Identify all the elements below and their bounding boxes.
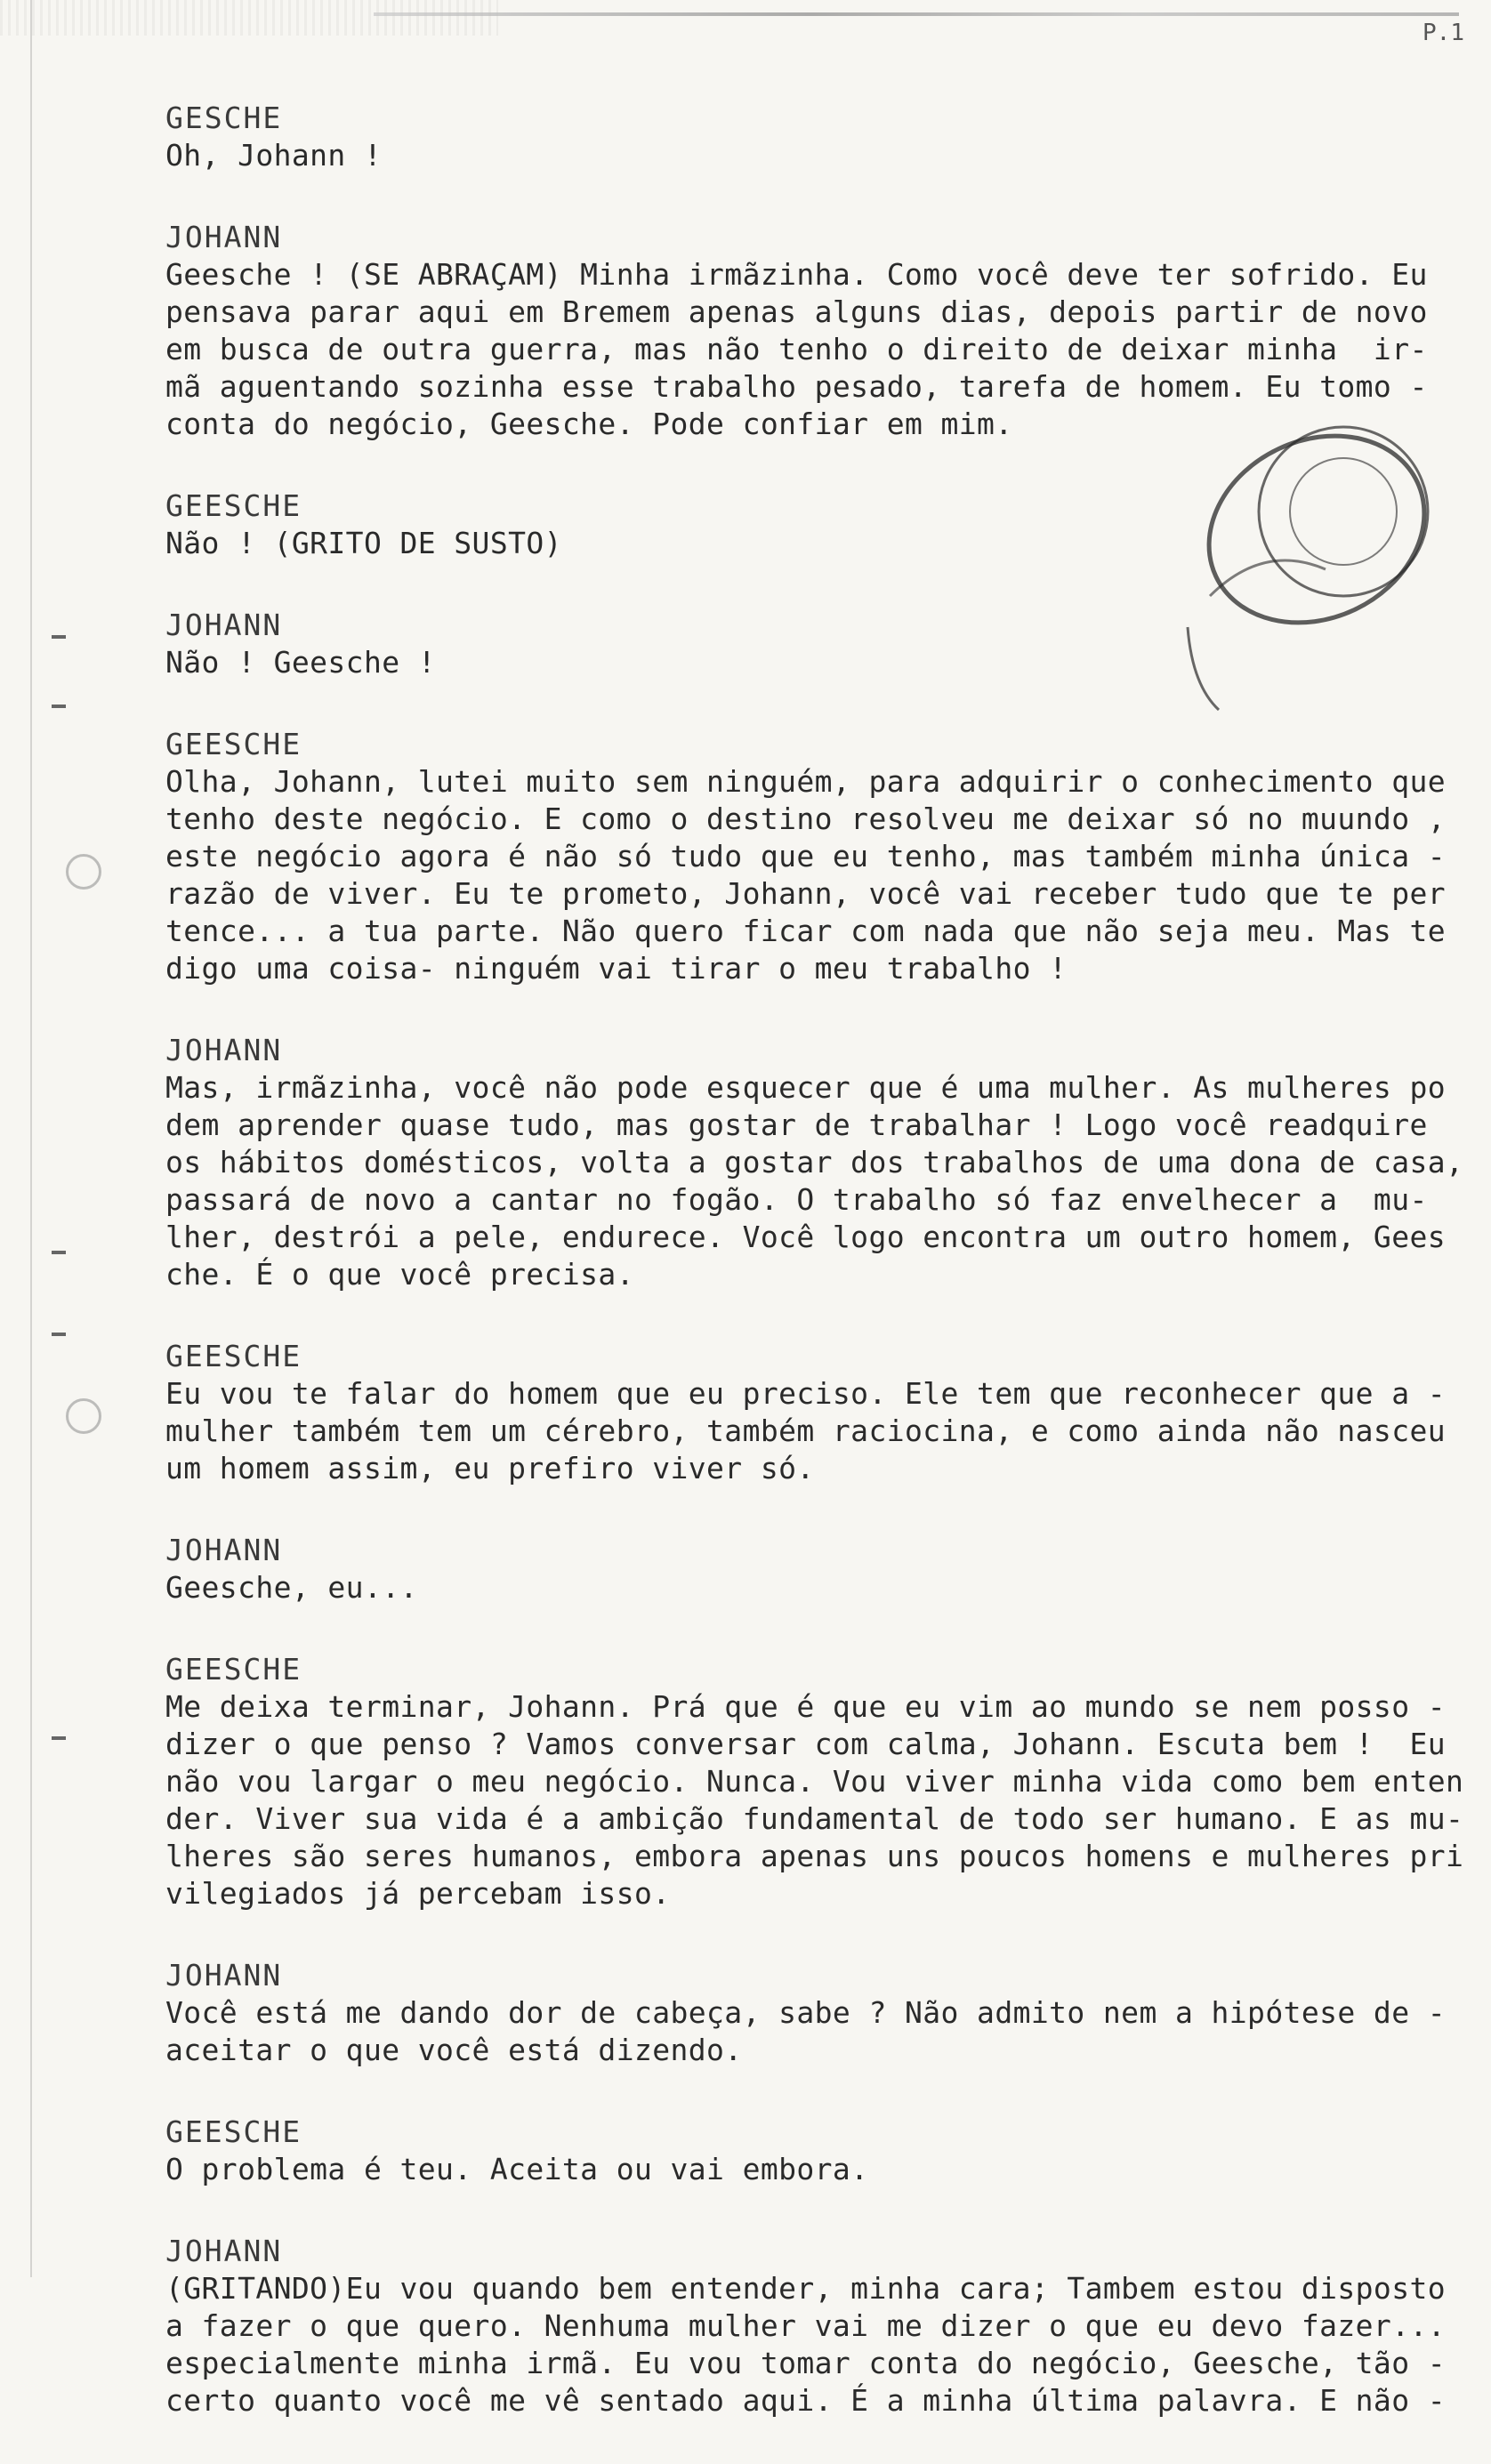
speaker-name: GEESCHE [165, 488, 302, 523]
margin-tick [52, 1333, 66, 1336]
dialogue-line: certo quanto você me vê sentado aqui. É a minha última palavra. E não - [165, 2383, 1447, 2418]
dialogue-block [165, 1957, 1447, 2069]
official-stamp [1174, 418, 1441, 712]
dialogue-line: os hábitos domésticos, volta a gostar dos trabalhos de uma dona de casa, [165, 1145, 1464, 1180]
dialogue-line: tenho deste negócio. E como o destino resolveu me deixar só no muundo , [165, 801, 1447, 836]
dialogue-line: a fazer o que quero. Nenhuma mulher vai me dizer o que eu devo fazer... [165, 2308, 1447, 2343]
dialogue-line: mulher também tem um cérebro, também raciocina, e como ainda não nasceu [165, 1413, 1447, 1448]
speaker-name: GEESCHE [165, 1652, 302, 1687]
margin-line [30, 0, 32, 2277]
top-rule [374, 12, 1459, 16]
dialogue-line: um homem assim, eu prefiro viver só. [165, 1451, 815, 1486]
dialogue-line: mã aguentando sozinha esse trabalho pesado, tarefa de homem. Eu tomo - [165, 369, 1428, 404]
dialogue-line: Me deixa terminar, Johann. Prá que é que eu vim ao mundo se nem posso - [165, 1689, 1447, 1724]
speaker-name: JOHANN [165, 1033, 283, 1067]
margin-tick [52, 635, 66, 639]
dialogue-line: lheres são seres humanos, embora apenas uns poucos homens e mulheres pri [165, 1839, 1464, 1873]
dialogue-line: Oh, Johann ! [165, 138, 383, 173]
dialogue-line: em busca de outra guerra, mas não tenho o direito de deixar minha ir- [165, 332, 1428, 366]
scan-smudge [0, 0, 498, 36]
dialogue-block [165, 1032, 1464, 1293]
dialogue-line: O problema é teu. Aceita ou vai embora. [165, 2152, 869, 2186]
speaker-name: JOHANN [165, 608, 283, 642]
dialogue-line: lher, destrói a pele, endurece. Você logo encontra um outro homem, Gees [165, 1220, 1447, 1254]
dialogue-line: che. É o que você precisa. [165, 1257, 634, 1292]
dialogue-line: aceitar o que você está dizendo. [165, 2033, 743, 2067]
dialogue-line: Olha, Johann, lutei muito sem ninguém, para adquirir o conhecimento que [165, 764, 1447, 799]
page-number: P.1 [1422, 20, 1464, 46]
dialogue-line: Não ! (GRITO DE SUSTO) [165, 526, 562, 560]
dialogue-line: (GRITANDO)Eu vou quando bem entender, minha cara; Tambem estou disposto [165, 2271, 1447, 2306]
speaker-name: GESCHE [165, 101, 283, 135]
dialogue-line: razão de viver. Eu te prometo, Johann, você vai receber tudo que te per [165, 876, 1447, 911]
dialogue-line: este negócio agora é não só tudo que eu tenho, mas também minha única - [165, 839, 1447, 874]
margin-tick [52, 705, 66, 708]
dialogue-block [165, 2233, 1447, 2420]
dialogue-line: Mas, irmãzinha, você não pode esquecer que é uma mulher. As mulheres po [165, 1070, 1447, 1105]
margin-tick [52, 1251, 66, 1254]
dialogue-block [165, 1532, 1447, 1606]
dialogue-line: dizer o que penso ? Vamos conversar com calma, Johann. Escuta bem ! Eu [165, 1727, 1447, 1761]
punch-hole [66, 1398, 101, 1434]
dialogue-line: pensava parar aqui em Bremem apenas alguns dias, depois partir de novo [165, 294, 1428, 329]
margin-tick [52, 1736, 66, 1740]
speaker-name: GEESCHE [165, 727, 302, 761]
dialogue-line: Eu vou te falar do homem que eu preciso. Ele tem que reconhecer que a - [165, 1376, 1447, 1411]
dialogue-block [165, 1338, 1447, 1487]
dialogue-line: Geesche, eu... [165, 1570, 418, 1605]
dialogue-line: especialmente minha irmã. Eu vou tomar conta do negócio, Geesche, tão - [165, 2346, 1447, 2380]
dialogue-line: passará de novo a cantar no fogão. O trabalho só faz envelhecer a mu- [165, 1182, 1428, 1217]
dialogue-block [165, 726, 1447, 987]
dialogue-line: conta do negócio, Geesche. Pode confiar em mim. [165, 407, 1013, 441]
dialogue-block [165, 1651, 1464, 1912]
punch-hole [66, 854, 101, 890]
dialogue-line: Geesche ! (SE ABRAÇAM) Minha irmãzinha. Como você deve ter sofrido. Eu [165, 257, 1428, 292]
dialogue-line: tence... a tua parte. Não quero ficar com nada que não seja meu. Mas te [165, 914, 1447, 948]
speaker-name: JOHANN [165, 2234, 283, 2268]
dialogue-line: vilegiados já percebam isso. [165, 1876, 671, 1911]
speaker-name: GEESCHE [165, 1339, 302, 1373]
dialogue-line: Não ! Geesche ! [165, 645, 437, 680]
speaker-name: JOHANN [165, 1958, 283, 1993]
dialogue-block [165, 100, 1447, 174]
dialogue-block [165, 2114, 1447, 2188]
speaker-name: JOHANN [165, 220, 283, 254]
dialogue-line: dem aprender quase tudo, mas gostar de trabalhar ! Logo você readquire [165, 1107, 1428, 1142]
dialogue-line: não vou largar o meu negócio. Nunca. Vou viver minha vida como bem enten [165, 1764, 1464, 1799]
dialogue-block [165, 219, 1447, 443]
dialogue-line: digo uma coisa- ninguém vai tirar o meu trabalho ! [165, 951, 1068, 986]
dialogue-line: Você está me dando dor de cabeça, sabe ? Não admito nem a hipótese de - [165, 1995, 1447, 2030]
dialogue-line: der. Viver sua vida é a ambição fundamental de todo ser humano. E as mu- [165, 1801, 1464, 1836]
speaker-name: GEESCHE [165, 2114, 302, 2149]
speaker-name: JOHANN [165, 1533, 283, 1567]
